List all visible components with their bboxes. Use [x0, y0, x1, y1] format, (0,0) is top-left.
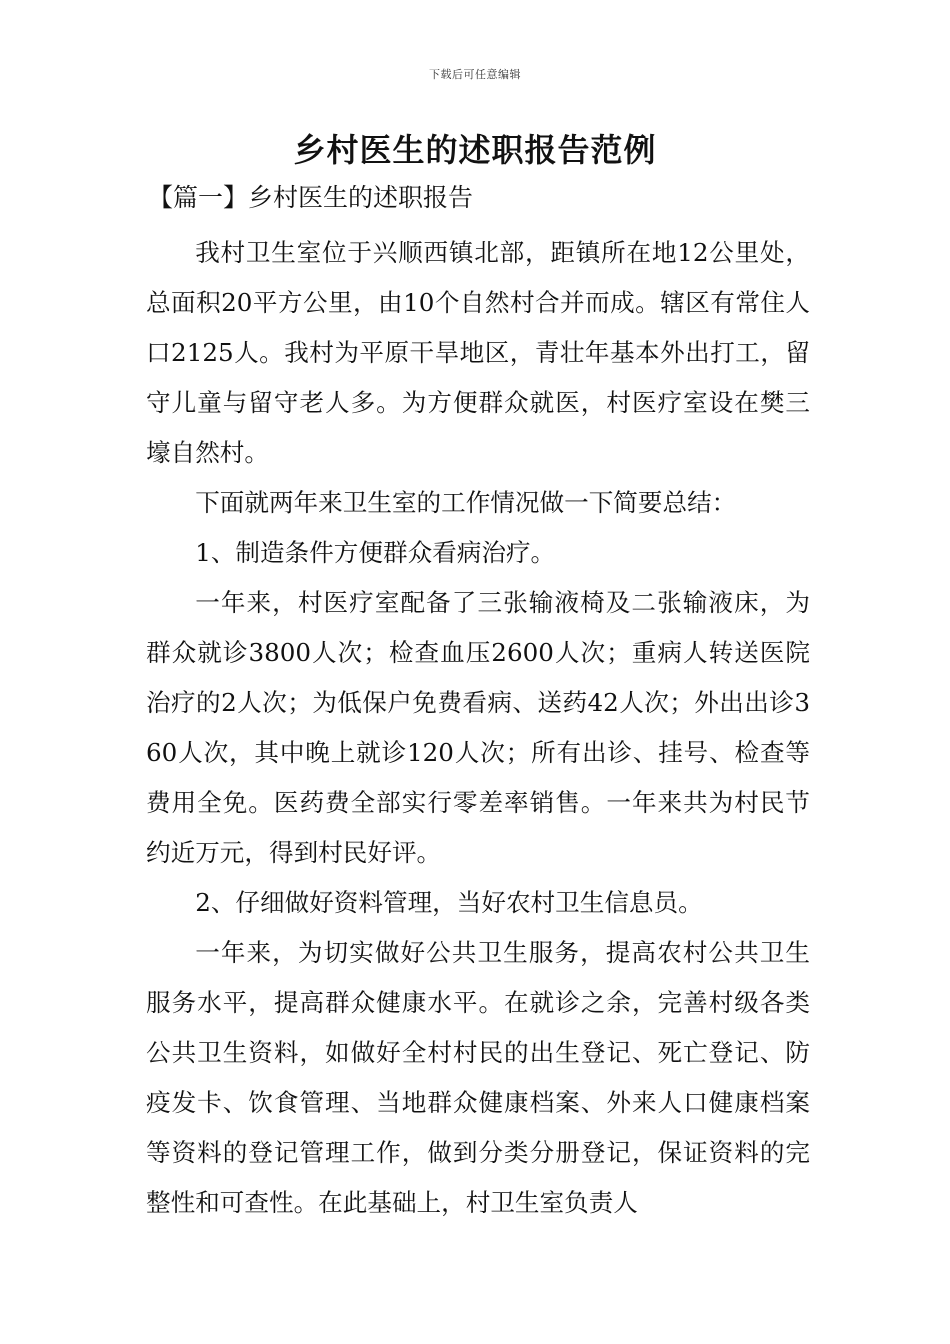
paragraph-intro: 我村卫生室位于兴顺西镇北部，距镇所在地12公里处，总面积20平方公里，由10个自然村合并而成。辖区有常住人口2125人。我村为平原干旱地区，青壮年基本外出打工，留守儿童与留守老人多。为方便群众就医，村医疗室设在樊三壕自然村。 [146, 238, 810, 467]
paragraph-point-1-heading: 1、制造条件方便群众看病治疗。 [195, 538, 556, 567]
section-heading: 【篇一】乡村医生的述职报告 [148, 183, 474, 212]
header-note: 下载后可任意编辑 [429, 68, 521, 81]
document-title: 乡村医生的述职报告范例 [293, 131, 657, 169]
paragraph-point-1-body: 一年来，村医疗室配备了三张输液椅及二张输液床，为群众就诊3800人次；检查血压2600人次；重病人转送医院治疗的2人次；为低保户免费看病、送药42人次；外出出诊360人次，其中晚上就诊120人次；所有出诊、挂号、检查等费用全免。医药费全部实行零差率销售。一年来共为村民节约近万元，得到村民好评。 [146, 588, 810, 867]
paragraph-summary-lead: 下面就两年来卫生室的工作情况做一下简要总结： [195, 488, 737, 517]
paragraph-point-2-heading: 2、仔细做好资料管理，当好农村卫生信息员。 [195, 888, 703, 917]
paragraph-point-2-body: 一年来，为切实做好公共卫生服务，提高农村公共卫生服务水平，提高群众健康水平。在就诊之余，完善村级各类公共卫生资料，如做好全村村民的出生登记、死亡登记、防疫发卡、饮食管理、当地群众健康档案、外来人口健康档案等资料的登记管理工作，做到分类分册登记，保证资料的完整性和可查性。在此基础上，村卫生室负责人 [146, 938, 810, 1217]
body-text [146, 228, 810, 1228]
